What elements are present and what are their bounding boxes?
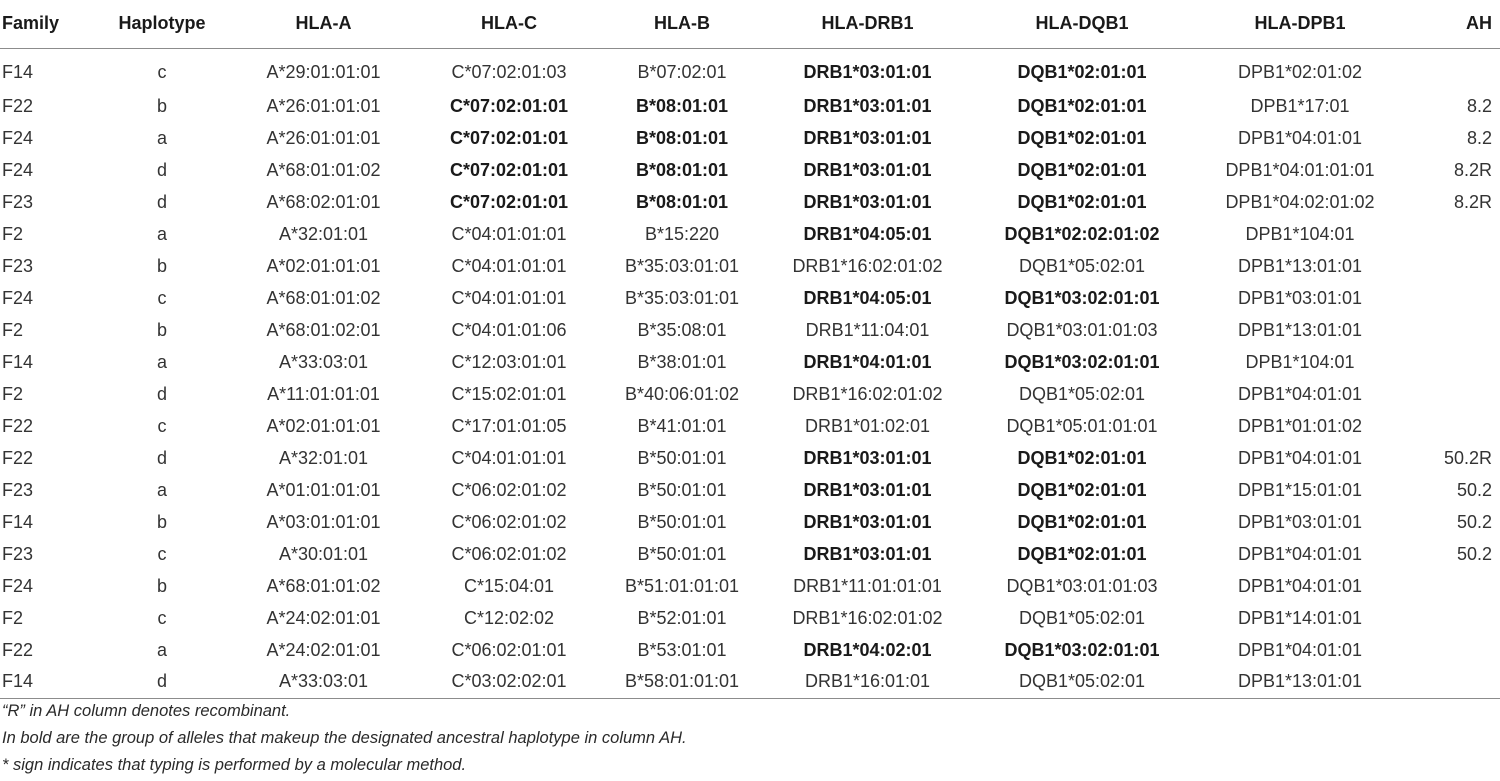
ah-cell: 50.2	[1456, 511, 1492, 532]
hla-b-cell: B*40:06:01:02	[624, 383, 740, 404]
table-row	[0, 218, 1500, 250]
hla-c-cell: C*04:01:01:06	[451, 319, 567, 340]
haplotype-cell: a	[156, 223, 167, 244]
hla-c-cell: C*07:02:01:01	[449, 95, 569, 116]
haplotype-cell: a	[156, 639, 167, 660]
hla-dpb1-cell: DPB1*04:01:01	[1237, 383, 1363, 404]
hla-c-cell: C*15:02:01:01	[451, 383, 567, 404]
table-row	[0, 346, 1500, 378]
hla-b-cell: B*41:01:01	[637, 415, 727, 436]
hla-drb1-cell: DRB1*16:02:01:02	[792, 607, 943, 628]
table-row	[0, 538, 1500, 570]
hla-c-cell: C*15:04:01	[463, 575, 555, 596]
hla-c-cell: C*04:01:01:01	[451, 447, 567, 468]
table-row	[0, 506, 1500, 538]
table-row	[0, 634, 1500, 666]
haplotype-cell: c	[157, 607, 167, 628]
table-row	[0, 602, 1500, 634]
haplotype-cell: a	[156, 351, 167, 372]
hla-dpb1-cell: DPB1*04:01:01	[1237, 639, 1363, 660]
hla-a-cell: A*33:03:01	[278, 351, 369, 372]
hla-dqb1-cell: DQB1*02:01:01	[1017, 191, 1147, 212]
hla-b-cell: B*52:01:01	[637, 607, 727, 628]
hla-dpb1-cell: DPB1*13:01:01	[1237, 319, 1363, 340]
hla-c-cell: C*12:03:01:01	[451, 351, 567, 372]
haplotype-cell: b	[156, 511, 167, 532]
hla-dqb1-cell: DQB1*03:02:01:01	[1004, 639, 1160, 660]
haplotype-cell: b	[156, 319, 167, 340]
hla-drb1-cell: DRB1*01:02:01	[804, 415, 931, 436]
hla-b-cell: B*50:01:01	[637, 511, 727, 532]
haplotype-cell: c	[157, 61, 167, 82]
column-header-hla-drb1: HLA-DRB1	[761, 0, 974, 48]
table-row	[0, 314, 1500, 346]
hla-a-cell: A*26:01:01:01	[266, 95, 381, 116]
hla-dpb1-cell: DPB1*04:01:01	[1237, 447, 1363, 468]
hla-a-cell: A*30:01:01	[278, 543, 369, 564]
hla-drb1-cell: DRB1*03:01:01	[803, 447, 932, 468]
hla-b-cell: B*08:01:01	[635, 127, 729, 148]
footnote: In bold are the group of alleles that makeup the designated ancestral haplotype in column AH.	[2, 729, 687, 747]
ah-cell	[1410, 346, 1500, 378]
hla-dqb1-cell: DQB1*05:02:01	[1018, 255, 1146, 276]
hla-c-cell: C*12:02:02	[463, 607, 555, 628]
hla-c-cell: C*07:02:01:01	[449, 191, 569, 212]
haplotype-cell: d	[156, 191, 167, 212]
hla-a-cell: A*68:01:01:02	[266, 575, 381, 596]
hla-c-cell: C*04:01:01:01	[451, 287, 567, 308]
hla-b-cell: B*51:01:01:01	[624, 575, 740, 596]
hla-dpb1-cell: DPB1*04:01:01	[1237, 127, 1363, 148]
hla-dpb1-cell: DPB1*01:01:02	[1237, 415, 1363, 436]
ah-cell	[1410, 378, 1500, 410]
column-header-hla-b: HLA-B	[603, 0, 761, 48]
family-cell: F2	[2, 319, 24, 340]
hla-drb1-cell: DRB1*03:01:01	[803, 61, 932, 82]
table-row	[0, 48, 1500, 90]
ah-cell	[1410, 666, 1500, 698]
hla-a-cell: A*24:02:01:01	[266, 639, 381, 660]
haplotype-cell: b	[156, 95, 167, 116]
hla-b-cell: B*53:01:01	[637, 639, 727, 660]
hla-b-cell: B*35:08:01	[637, 319, 727, 340]
table-row	[0, 570, 1500, 602]
hla-dpb1-cell: DPB1*03:01:01	[1237, 287, 1363, 308]
haplotype-cell: d	[92, 666, 232, 698]
family-cell: F14	[2, 511, 34, 532]
hla-dpb1-cell: DPB1*03:01:01	[1237, 511, 1363, 532]
hla-b-cell: B*15:220	[644, 223, 720, 244]
table-row	[0, 186, 1500, 218]
hla-drb1-cell: DRB1*16:02:01:02	[792, 255, 943, 276]
hla-b-cell: B*08:01:01	[635, 95, 729, 116]
family-cell: F14	[0, 666, 92, 698]
hla-dqb1-cell: DQB1*02:02:01:02	[1004, 223, 1160, 244]
hla-b-cell: B*35:03:01:01	[624, 255, 740, 276]
ah-cell: 50.2R	[1443, 447, 1492, 468]
hla-c-cell: C*06:02:01:01	[451, 639, 567, 660]
hla-c-cell: C*06:02:01:02	[451, 479, 567, 500]
hla-drb1-cell: DRB1*03:01:01	[803, 191, 932, 212]
family-cell: F14	[2, 61, 34, 82]
family-cell: F22	[2, 95, 34, 116]
hla-dpb1-cell: DPB1*15:01:01	[1237, 479, 1363, 500]
table-row	[0, 250, 1500, 282]
table-row	[0, 154, 1500, 186]
hla-dqb1-cell: DQB1*02:01:01	[1017, 61, 1147, 82]
family-cell: F2	[2, 223, 24, 244]
ah-cell	[1410, 250, 1500, 282]
table-row	[0, 282, 1500, 314]
ah-cell: 8.2R	[1453, 191, 1492, 212]
ah-cell	[1410, 602, 1500, 634]
hla-dqb1-cell: DQB1*05:01:01:01	[1006, 415, 1158, 436]
hla-c-cell: C*06:02:01:02	[451, 543, 567, 564]
hla-a-cell: A*68:02:01:01	[266, 191, 381, 212]
hla-a-cell: A*01:01:01:01	[266, 479, 381, 500]
family-cell: F22	[2, 639, 34, 660]
ah-cell	[1410, 48, 1500, 90]
family-cell: F23	[2, 479, 34, 500]
ah-cell: 50.2	[1456, 543, 1492, 564]
header-row	[0, 0, 1500, 48]
hla-c-cell: C*17:01:01:05	[451, 415, 567, 436]
ah-cell	[1410, 218, 1500, 250]
hla-c-cell: C*04:01:01:01	[451, 255, 567, 276]
hla-b-cell: B*58:01:01:01	[603, 666, 761, 698]
hla-a-cell: A*02:01:01:01	[266, 255, 381, 276]
haplotype-cell: a	[156, 479, 167, 500]
hla-c-cell: C*06:02:01:02	[451, 511, 567, 532]
family-cell: F23	[2, 255, 34, 276]
family-cell: F2	[2, 607, 24, 628]
hla-dpb1-cell: DPB1*104:01	[1245, 351, 1355, 372]
column-header-hla-c: HLA-C	[415, 0, 603, 48]
family-cell: F24	[2, 575, 34, 596]
hla-dpb1-cell: DPB1*13:01:01	[1237, 255, 1363, 276]
hla-dqb1-cell: DQB1*03:01:01:03	[1006, 319, 1158, 340]
hla-dqb1-cell: DQB1*05:02:01	[1018, 383, 1146, 404]
ah-cell	[1410, 570, 1500, 602]
hla-drb1-cell: DRB1*03:01:01	[803, 95, 932, 116]
haplotype-cell: d	[156, 159, 167, 180]
hla-dqb1-cell: DQB1*02:01:01	[1017, 479, 1147, 500]
hla-dqb1-cell: DQB1*03:02:01:01	[1004, 287, 1160, 308]
ah-cell	[1410, 634, 1500, 666]
hla-dpb1-cell: DPB1*14:01:01	[1237, 607, 1363, 628]
hla-drb1-cell: DRB1*03:01:01	[803, 543, 932, 564]
ah-cell	[1410, 282, 1500, 314]
hla-dpb1-cell: DPB1*17:01	[1250, 95, 1350, 116]
ah-cell	[1410, 410, 1500, 442]
haplotype-cell: c	[157, 415, 167, 436]
hla-a-cell: A*11:01:01:01	[267, 383, 380, 404]
table-header	[0, 0, 1500, 48]
hla-a-cell: A*29:01:01:01	[266, 61, 381, 82]
hla-dqb1-cell: DQB1*05:02:01	[1018, 607, 1146, 628]
table-row	[0, 666, 1500, 698]
table-row	[0, 122, 1500, 154]
hla-dpb1-cell: DPB1*02:01:02	[1237, 61, 1363, 82]
hla-dqb1-cell: DQB1*05:02:01	[974, 666, 1190, 698]
family-cell: F23	[2, 543, 34, 564]
hla-c-cell: C*03:02:02:01	[415, 666, 603, 698]
family-cell: F24	[2, 159, 34, 180]
column-header-haplotype: Haplotype	[92, 0, 232, 48]
hla-drb1-cell: DRB1*16:02:01:02	[792, 383, 943, 404]
hla-drb1-cell: DRB1*03:01:01	[803, 127, 932, 148]
family-cell: F2	[2, 383, 24, 404]
ah-cell: 8.2	[1466, 95, 1492, 116]
column-header-family: Family	[0, 0, 92, 48]
ah-cell: 50.2	[1456, 479, 1492, 500]
haplotype-cell: d	[156, 383, 167, 404]
hla-b-cell: B*50:01:01	[637, 543, 727, 564]
family-cell: F24	[2, 287, 34, 308]
table-row	[0, 474, 1500, 506]
hla-c-cell: C*04:01:01:01	[451, 223, 567, 244]
hla-drb1-cell: DRB1*04:01:01	[803, 351, 932, 372]
hla-a-cell: A*32:01:01	[278, 447, 369, 468]
footnote: * sign indicates that typing is performed by a molecular method.	[2, 756, 467, 774]
hla-c-cell: C*07:02:01:03	[451, 61, 567, 82]
hla-dqb1-cell: DQB1*02:01:01	[1017, 447, 1147, 468]
haplotype-cell: b	[156, 255, 167, 276]
hla-dpb1-cell: DPB1*04:01:01:01	[1225, 159, 1375, 180]
table-body	[0, 48, 1500, 698]
hla-c-cell: C*07:02:01:01	[449, 159, 569, 180]
hla-dpb1-cell: DPB1*13:01:01	[1190, 666, 1410, 698]
hla-drb1-cell: DRB1*11:04:01	[805, 319, 930, 340]
table-row	[0, 410, 1500, 442]
hla-b-cell: B*08:01:01	[635, 159, 729, 180]
hla-drb1-cell: DRB1*04:05:01	[803, 223, 932, 244]
hla-dqb1-cell: DQB1*02:01:01	[1017, 95, 1147, 116]
haplotype-cell: b	[156, 575, 167, 596]
column-header-hla-dqb1: HLA-DQB1	[974, 0, 1190, 48]
haplotype-cell: c	[157, 287, 167, 308]
ah-cell: 8.2R	[1453, 159, 1492, 180]
ah-cell	[1410, 314, 1500, 346]
hla-b-cell: B*35:03:01:01	[624, 287, 740, 308]
hla-a-cell: A*03:01:01:01	[266, 511, 381, 532]
hla-a-cell: A*26:01:01:01	[266, 127, 381, 148]
hla-b-cell: B*08:01:01	[635, 191, 729, 212]
hla-a-cell: A*68:01:02:01	[266, 319, 381, 340]
hla-dpb1-cell: DPB1*04:02:01:02	[1225, 191, 1375, 212]
table-row	[0, 442, 1500, 474]
hla-a-cell: A*24:02:01:01	[266, 607, 381, 628]
column-header-ah: AH	[1410, 0, 1500, 48]
hla-a-cell: A*68:01:01:02	[266, 159, 381, 180]
hla-dqb1-cell: DQB1*02:01:01	[1017, 159, 1147, 180]
footnote: “R” in AH column denotes recombinant.	[2, 702, 291, 720]
hla-drb1-cell: DRB1*16:01:01	[761, 666, 974, 698]
hla-dpb1-cell: DPB1*104:01	[1245, 223, 1355, 244]
table-footnotes	[2, 698, 687, 779]
ah-cell: 8.2	[1466, 127, 1492, 148]
hla-drb1-cell: DRB1*11:01:01:01	[793, 575, 942, 596]
table-row	[0, 90, 1500, 122]
table-row	[0, 378, 1500, 410]
hla-dqb1-cell: DQB1*02:01:01	[1017, 511, 1147, 532]
column-header-hla-a: HLA-A	[232, 0, 415, 48]
family-cell: F22	[2, 415, 34, 436]
hla-c-cell: C*07:02:01:01	[449, 127, 569, 148]
hla-a-cell: A*02:01:01:01	[266, 415, 381, 436]
hla-dqb1-cell: DQB1*02:01:01	[1017, 543, 1147, 564]
hla-drb1-cell: DRB1*04:05:01	[803, 287, 932, 308]
hla-dpb1-cell: DPB1*04:01:01	[1237, 543, 1363, 564]
hla-a-cell: A*33:03:01	[232, 666, 415, 698]
haplotype-cell: a	[156, 127, 167, 148]
family-cell: F22	[2, 447, 34, 468]
hla-dqb1-cell: DQB1*03:02:01:01	[1004, 351, 1160, 372]
column-header-hla-dpb1: HLA-DPB1	[1190, 0, 1410, 48]
haplotype-cell: d	[156, 447, 167, 468]
hla-drb1-cell: DRB1*04:02:01	[803, 639, 932, 660]
family-cell: F14	[2, 351, 34, 372]
hla-b-cell: B*38:01:01	[637, 351, 727, 372]
hla-drb1-cell: DRB1*03:01:01	[803, 511, 932, 532]
hla-dqb1-cell: DQB1*02:01:01	[1017, 127, 1147, 148]
hla-drb1-cell: DRB1*03:01:01	[803, 159, 932, 180]
hla-b-cell: B*07:02:01	[637, 61, 727, 82]
haplotype-cell: c	[157, 543, 167, 564]
hla-a-cell: A*32:01:01	[278, 223, 369, 244]
hla-drb1-cell: DRB1*03:01:01	[803, 479, 932, 500]
family-cell: F24	[2, 127, 34, 148]
hla-a-cell: A*68:01:01:02	[266, 287, 381, 308]
hla-b-cell: B*50:01:01	[637, 479, 727, 500]
hla-dqb1-cell: DQB1*03:01:01:03	[1006, 575, 1158, 596]
hla-dpb1-cell: DPB1*04:01:01	[1237, 575, 1363, 596]
hla-b-cell: B*50:01:01	[637, 447, 727, 468]
family-cell: F23	[2, 191, 34, 212]
